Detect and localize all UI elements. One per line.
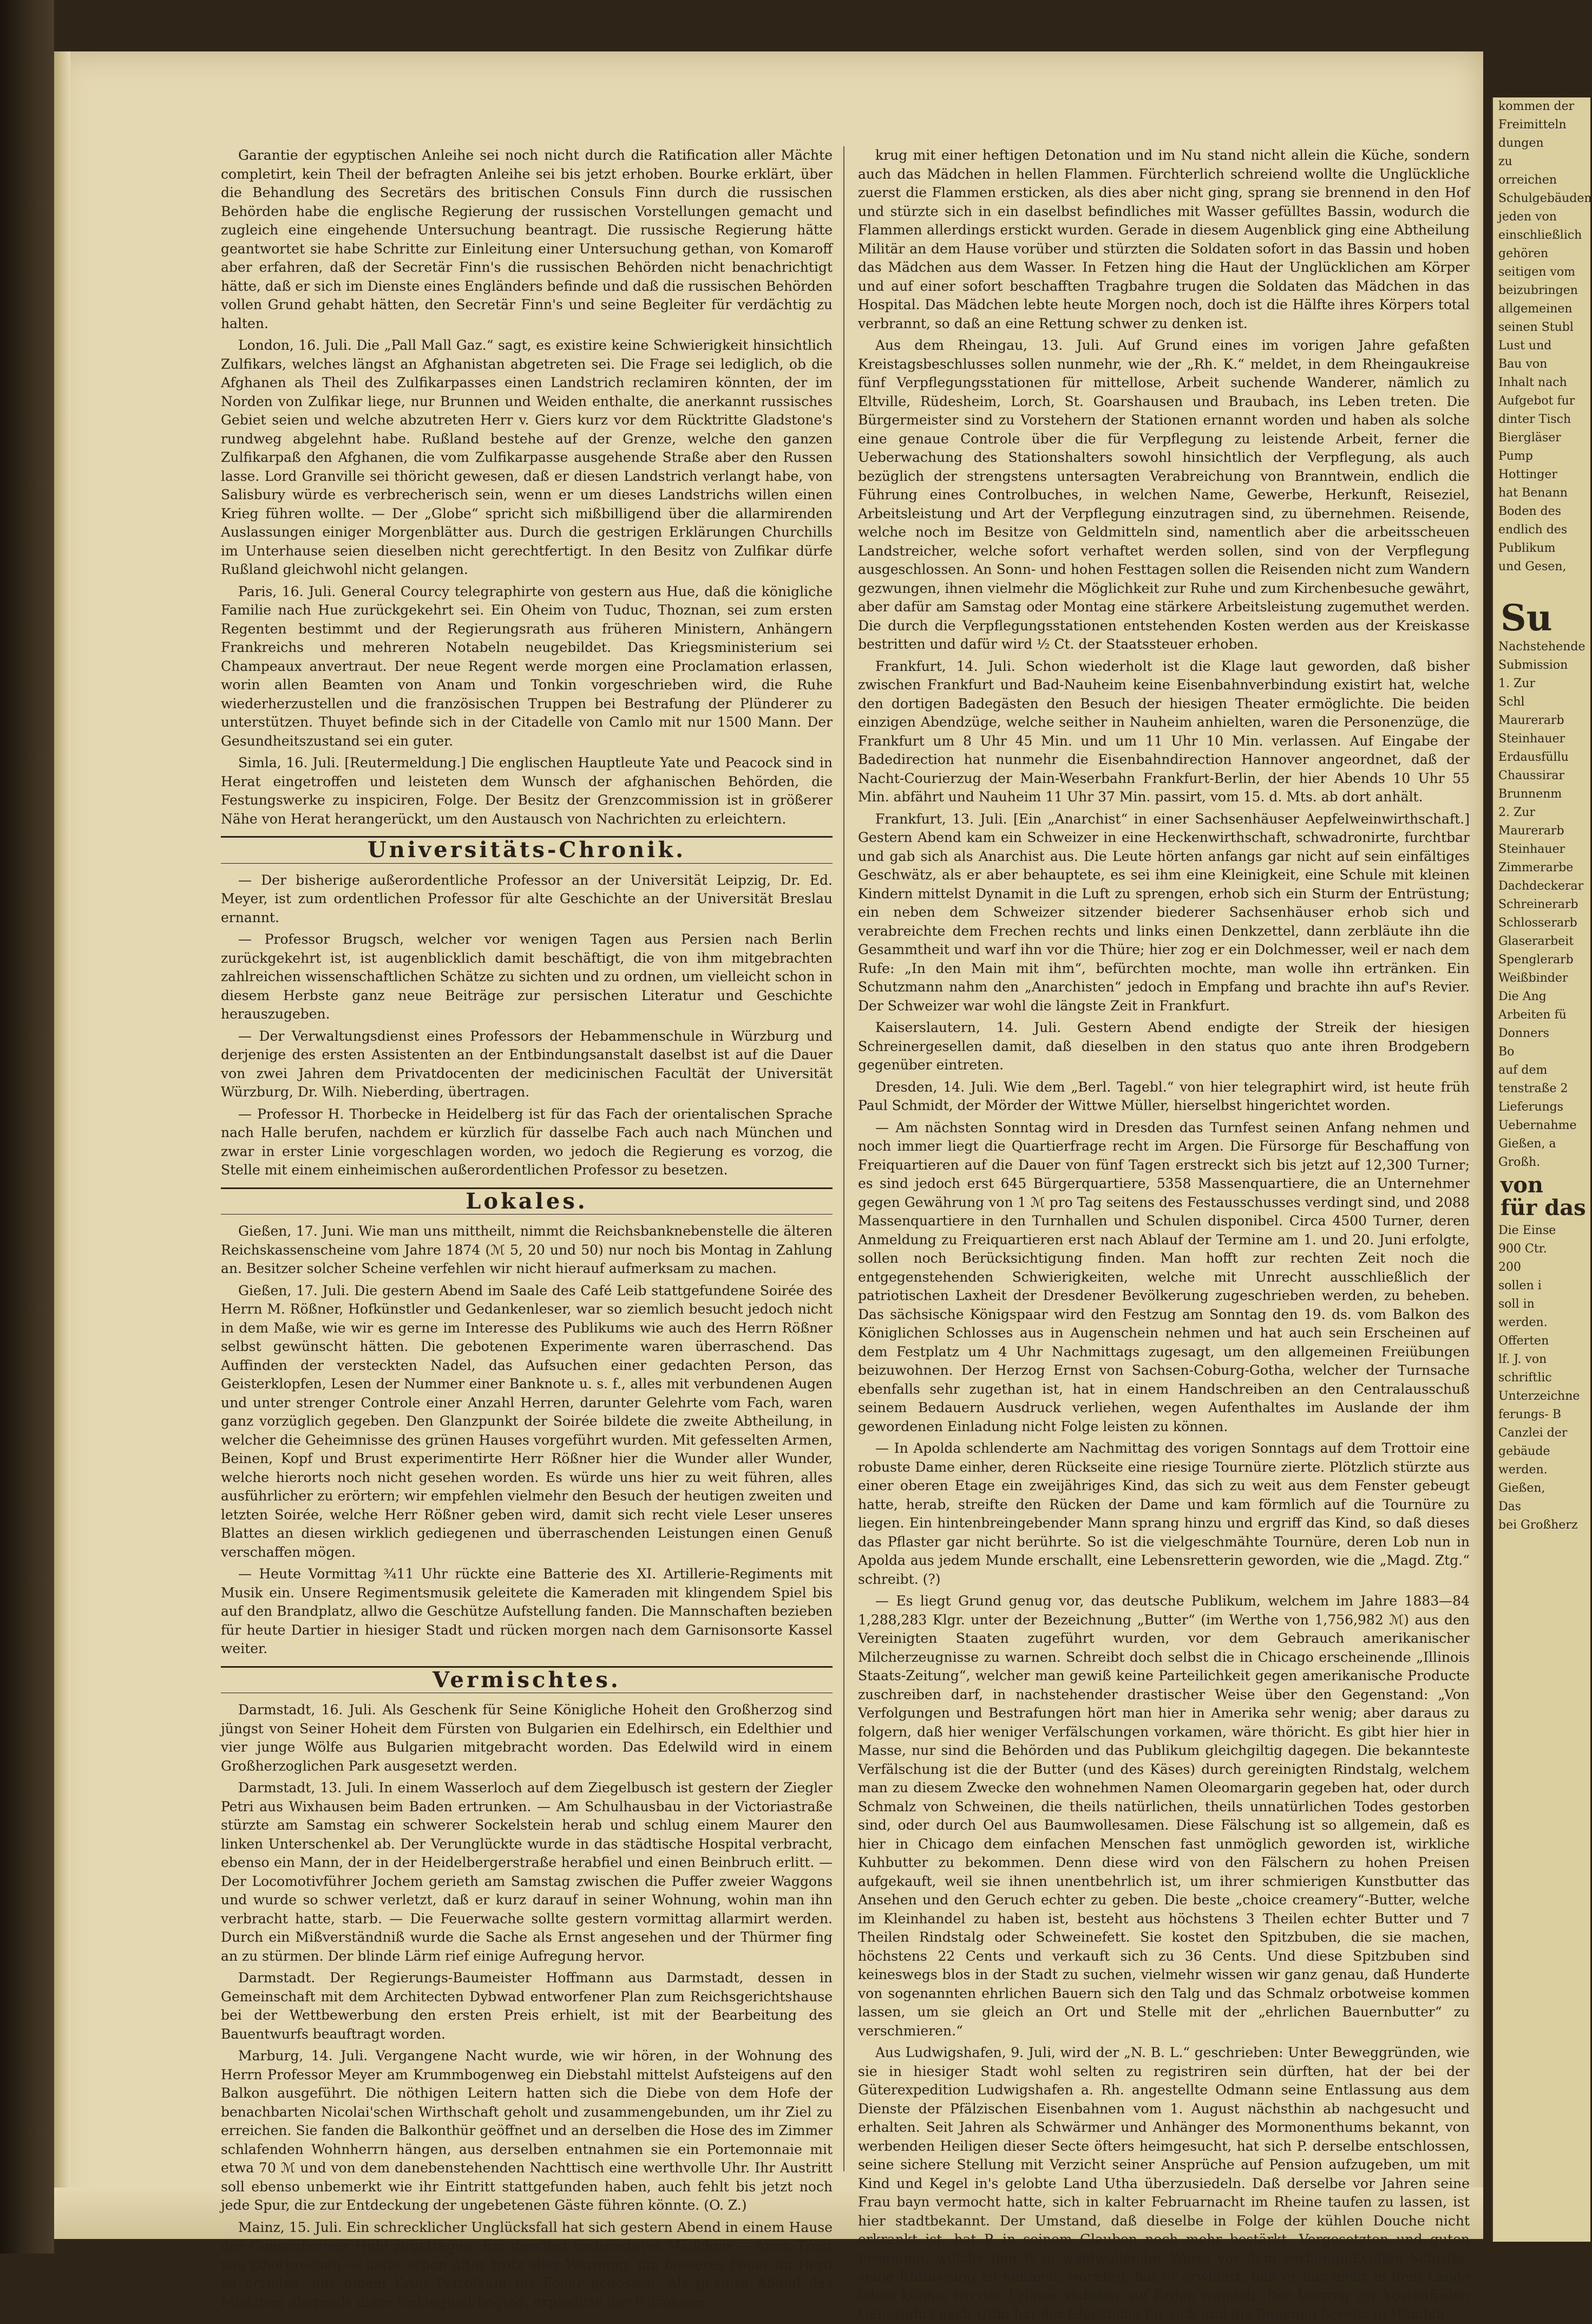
adjacent-line: Chaussirar [1498, 769, 1565, 782]
article-darmstadt-1: Darmstadt, 16. Juli. Als Geschenk für Seine Königliche Hoheit den Großherzog sind jüngst von Seiner Hoheit dem Fürsten von Bulgarien ein Edelhirsch, ein Edelthier und vier junge Wölfe aus Bulgarien mitgebracht worden. Das Edelwild wird in einem Großherzoglichen Park ausgesetzt werden. [221, 1702, 833, 1774]
adjacent-line: seitigen vom [1498, 265, 1576, 279]
column-divider [843, 146, 844, 2171]
adjacent-line: Publikum [1498, 541, 1556, 555]
adjacent-line: Offerten [1498, 1334, 1549, 1348]
article-butter: — Es liegt Grund genug vor, das deutsche Publikum, welchem im Jahre 1883—84 1,288,283 Klgr. unter der Bezeichnung „Butter“ (im Werthe von 1,756,982 ℳ) aus den Vereinigten Staaten zugeführt wurden, vor dem Gebrauch amerikanischer Milcherzeugnisse zu warnen. Schreibt doch selbst die in Chicago erscheinende „Illinois Staats-Zeitung“, welcher man gewiß keine Parteilichkeit gegen amerikanische Producte zuschreiben darf, in nachstehender drastischer Weise über den Gegenstand: „Von Verfolgungen und Bestrafungen hört man hier in Amerika sehr wenig; aber daraus zu folgern, daß hier weniger Verfälschungen vorkamen, wäre thöricht. Es gibt hier hier in Masse, nur sind die Behörden und das Publikum gleichgiltig dagegen. Die bekannteste Verfälschung ist die der Butter (und des Käses) durch gereinigten Rindstalg, welchem man zu diesem Zwecke den wohnehmen Namen Oleomargarin gegeben hat, oder durch Schmalz von Schweinen, die theils natürlichen, theils unnatürlichen Todes gestorben sind, oder durch Oel aus Baumwollesamen. Diese Fälschung ist so allgemein, daß es hier in Chicago dem einfachen Menschen fast unmöglich geworden ist, wirkliche Kuhbutter zu bekommen. Denn diese wird von den Fälschern zu hohen Preisen aufgekauft, weil sie ihnen unentbehrlich ist, um ihrer schmierigen Kunstbutter das Ansehen und den Geruch echter zu geben. Die beste „choice creamery“-Butter, welche im Kleinhandel zu haben ist, besteht aus höchstens 3 Theilen echter Butter und 7 Theilen Rindstalg oder Schweinefett. Sie kostet den Spitzbuben, die sie machen, höchstens 22 Cents und verkauft sich zu 36 Cents. Und diese Spitzbuben sind keineswegs blos in der Stadt zu suchen, vielmehr wissen wir ganz genau, daß Hunderte von sogenannten ehrlichen Bauern sich den Talg und das Schmalz orbotweise kommen lassen, um sie gleich an Ort und Stelle mit der „ehrlichen Bauernbutter“ zu verschmieren.“ [858, 1593, 1470, 2039]
adjacent-line: Die Ang [1498, 990, 1547, 1003]
adjacent-line: Lieferungs [1498, 1100, 1564, 1114]
adjacent-line: endlich des [1498, 523, 1568, 537]
article-thorbecke: — Professor H. Thorbecke in Heidelberg ist für das Fach der orientalischen Sprache nach Halle berufen, nachdem er kürzlich für dasselbe Fach auch nach München und zwar in erster Linie vorgeschlagen worden, wo jedoch die Regierung es vorzog, die Stelle mit einem einheimischen außerordentlichen Professor zu besetzen. [221, 1106, 833, 1178]
adjacent-line: 900 Ctr. [1498, 1242, 1547, 1256]
adjacent-text-middle [1493, 638, 1590, 1172]
article-paris: Paris, 16. Juli. General Courcy telegraphirte von gestern aus Hue, daß die königliche Familie nach Hue zurückgekehrt sei. Ein Oheim von Tuduc, Thoznan, sei zum ersten Regenten bestimmt und der Regierungsrath aus früheren Ministern, Anhängern Frankreichs und mehreren Notabeln neugebildet. Das Kriegsministerium sei Champeaux anvertraut. Der neue Regent werde morgen eine Proclamation erlassen, worin allen Beamten von Anam und Tonkin vorgeschrieben wird, die Ruhe wiederherzustellen und die französischen Truppen bei Bestrafung der Plünderer zu unterstützen. Thuyet befinde sich in der Citadelle von Camlo mit nur 1500 Mann. Der Gesundheitszustand sei ein guter. [221, 583, 833, 749]
adjacent-line: beizubringen [1498, 284, 1578, 297]
adjacent-line: Gießen, [1498, 1481, 1545, 1495]
article-darmstadt-2: Darmstadt, 13. Juli. In einem Wasserloch auf dem Ziegelbusch ist gestern der Ziegler Petri aus Wixhausen beim Baden ertrunken. — Am Schulhausbau in der Victoriastraße stürzte am Samstag ein schwerer Sockelstein herab und schlug einem Maurer den linken Unterschenkel ab. Der Verunglückte wurde in das städtische Hospital verbracht, ebenso ein Mann, der in der Heidelbergerstraße herabfiel und einen Beinbruch erlitt. — Der Locomotivführer Jochem gerieth am Samstag zwischen die Puffer zweier Waggons und wurde so schwer verletzt, daß er kurz darauf in seiner Wohnung, wohin man ihn verbracht hatte, starb. — Die Feuerwache sollte gestern vormittag allarmirt werden. Durch ein Mißverständniß wurde die Sache als Ernst angesehen und der Thürmer fing an zu stürmen. Der blinde Lärm rief einige Aufregung hervor. [221, 1780, 833, 1964]
adjacent-line: auf dem [1498, 1063, 1548, 1077]
adjacent-line: Boden des [1498, 505, 1562, 518]
article-giessen-soiree: Gießen, 17. Juli. Die gestern Abend im Saale des Café Leib stattgefundene Soirée des Herrn M. Rößner, Hofkünstler und Gedankenleser, war so ziemlich besucht jedoch nicht in dem Maße, wie wir es gerne im Interesse des Publikums wie auch des Herrn Rößner selbst gewünscht hätten. Die gebotenen Experimente waren überraschend. Das Auffinden der versteckten Nadel, das Aufsuchen einer gedachten Person, das Geisterklopfen, Lesen der Nummer einer Banknote u. s. f., alles mit verbundenen Augen und unter strenger Controle einer Anzahl Herren, darunter Gelehrte vom Fach, waren ganz vorzüglich gegeben. Den Glanzpunkt der Soirée bildete die zweite Abtheilung, in welcher die Geheimnisse des grünen Hauses vorgeführt wurden. Mit gefesselten Armen, Beinen, Kopf und Brust experimentirte Herr Rößner hier die Wunder aller Wunder, welche hierorts noch nicht gesehen worden. Es würde uns hier zu weit führen, alles ausführlicher zu erörtern; wir empfehlen vielmehr den Besuch der heutigen zweiten und letzten Soirée, welche Herr Rößner geben wird, damit sich recht viele Leser unseres Blattes an diesen wirklich gediegenen und überraschenden Leistungen einen Genuß verschaffen mögen. [221, 1282, 833, 1560]
adjacent-line: Uebernahme [1498, 1119, 1577, 1132]
section-heading-vermischtes: Vermischtes. [221, 1666, 833, 1694]
adjacent-line: Arbeiten fü [1498, 1008, 1567, 1022]
adjacent-line: Inhalt nach [1498, 376, 1567, 389]
adjacent-line: lf. J. von [1498, 1353, 1547, 1366]
adjacent-line: ferungs- B [1498, 1408, 1561, 1421]
adjacent-line: werden. [1498, 1463, 1548, 1477]
adjacent-line: Zimmerarbe [1498, 861, 1574, 874]
adjacent-line: Brunnenm [1498, 787, 1562, 801]
adjacent-line: Schl [1498, 695, 1525, 709]
article-rheingau: Aus dem Rheingau, 13. Juli. Auf Grund eines im vorigen Jahre gefaßten Kreistagsbeschlusses sollen nunmehr, wie der „Rh. K.“ meldet, in dem Rheingaukreise fünf Verpflegungsstationen für mittellose, Arbeit suchende Wanderer, nämlich zu Eltville, Rüdesheim, Lorch, St. Goarshausen und Braubach, ins Leben treten. Die Bürgermeister sind zu Vorstehern der Stationen ernannt worden und haben als solche eine genaue Controle über die für Verpflegung zu leistende Arbeit, ferner die Ueberwachung des Stationshalters sowohl hinsichtlich der Verpflegung, als auch bezüglich der strengstens untersagten Verabreichung von Branntwein, endlich die Führung eines Controlbuches, in welchen Name, Gewerbe, Herkunft, Reiseziel, Arbeitsleistung und Art der Verpflegung einzutragen sind, zu übernehmen. Reisende, welche noch im Besitze von Geldmitteln sind, namentlich aber die arbeitsscheuen Landstreicher, welche sofort verhaftet werden sollen, sind von der Verpflegung ausgeschlossen. An Sonn- und hohen Festtagen sollen die Reisenden nicht zum Wandern gezwungen, ihnen vielmehr die Möglichkeit zur Ruhe und zum Kirchenbesuche gewährt, aber dafür am Samstag oder Montag eine stärkere Arbeitsleistung zugemuthet werden. Die durch die Verpflegungsstationen entstehenden Kosten werden aus der Kreiskasse bestritten und dafür wird ¹⁄₂ Ct. der Staatssteuer erhoben. [858, 337, 1470, 652]
adjacent-line: Bo [1498, 1045, 1515, 1059]
adjacent-line: orreichen [1498, 173, 1557, 187]
adjacent-line: Pump [1498, 449, 1533, 463]
adjacent-line: sollen i [1498, 1279, 1542, 1292]
adjacent-line: Spenglerarb [1498, 953, 1574, 967]
adjacent-text-top [1493, 97, 1590, 576]
adjacent-page-fragment [1491, 97, 1590, 2242]
adjacent-line: Steinhauer [1498, 732, 1565, 746]
adjacent-line: Submission [1498, 658, 1568, 672]
adjacent-line: Unterzeichne [1498, 1389, 1580, 1403]
column-right [858, 146, 1470, 2322]
article-wuerzburg: — Der Verwaltungsdienst eines Professors der Hebammenschule in Würzburg und derjenige des ersten Assistenten an der Entbindungsanstalt daselbst ist auf die Dauer von zwei Jahren dem Privatdocenten der medicinischen Facultät der Universität Würzburg, Dr. Wilh. Nieberding, übertragen. [221, 1028, 833, 1100]
article-london: London, 16. Juli. Die „Pall Mall Gaz.“ sagt, es existire keine Schwierigkeit hinsichtlich Zulfikars, welches längst an Afghanistan abgetreten sei. Die Frage sei lediglich, ob die Afghanen als Theil des Zulfikarpasses einen Landstrich reclamiren könnten, der im Norden von Zulfikar liege, nur Brunnen und Weiden enthalte, die anerkannt russisches Gebiet seien und welche abzutreten Herr v. Giers kurz vor dem Rücktritte Gladstone's rundweg abgelehnt habe. Rußland bestehe auf der Grenze, welche den ganzen Zulfikarpaß den Afghanen, die vom Zulfikarpasse ausgehende Straße aber den Russen lasse. Lord Granville sei thöricht gewesen, daß er diesen Landstrich verlangt habe, von Salisbury würde es verbrecherisch sein, wenn er um dieses Landstrichs willen einen Krieg führen wollte. — Der „Globe“ spricht sich mißbilligend über die allarmirenden Auslassungen einiger Morgenblätter aus. Durch die gestrigen Erklärungen Churchills im Unterhause seien dieselben nicht gerechtfertigt. In den Besitz von Zulfikar dürfe Rußland gleichwohl nicht gelangen. [221, 337, 833, 577]
adjacent-line: gebäude [1498, 1445, 1550, 1458]
article-simla: Simla, 16. Juli. [Reutermeldung.] Die englischen Hauptleute Yate und Peacock sind in Herat eingetroffen und leisteten dem Wunsch der afghanischen Behörden, die Festungswerke zu inspiciren, Folge. Der Besitz der Grenzcommission ist in größerer Nähe von Herat herangerückt, um den Austausch von Nachrichten zu erleichtern. [221, 755, 833, 827]
article-giessen-bank: Gießen, 17. Juni. Wie man uns mittheilt, nimmt die Reichsbanknebenstelle die älteren Reichskassenscheine vom Jahre 1874 (ℳ 5, 20 und 50) nur noch bis Montag in Zahlung an. Besitzer solcher Scheine verfehlen wir nicht hierauf aufmerksam zu machen. [221, 1223, 833, 1276]
article-mainz: Mainz, 15. Juli. Ein schrecklicher Unglücksfall hat sich gestern Abend in einem Hause der Gonsenheimer Hohl zugetragen. Ein daselbst bedienstetes Mädchen — Anna Trost von Oberbrechen — hatte schon öfter trotz aller Warnung, um besseres Feuer im Herd zu erzielen, aus einem Krug Petroleum ins Feuer gegossen. Als gestern Abend das Mädchen abermals diese Unklugheit beging, explodirte der Petroleum- [221, 2219, 833, 2310]
adjacent-line: Großh. [1498, 1156, 1541, 1169]
adjacent-line: Weißbinder [1498, 971, 1568, 985]
adjacent-line: schriftlic [1498, 1371, 1552, 1385]
adjacent-line: Hottinger [1498, 468, 1557, 481]
article-leipzig-meyer: — Der bisherige außerordentliche Professor an der Universität Leipzig, Dr. Ed. Meyer, ist zum ordentlichen Professor für alte Geschichte an der Universität Breslau ernannt. [221, 872, 833, 925]
adjacent-line: Aufgebot fur [1498, 394, 1575, 408]
adjacent-line: 2. Zur [1498, 806, 1535, 819]
adjacent-heading-fragment: Su [1501, 597, 1552, 639]
adjacent-line: und Gesen, [1498, 560, 1567, 573]
adjacent-line: 200 [1498, 1261, 1521, 1274]
adjacent-line: Lust und [1498, 339, 1552, 352]
adjacent-line: einschließlich [1498, 229, 1582, 242]
article-dresden: Dresden, 14. Juli. Wie dem „Berl. Tagebl.“ von hier telegraphirt wird, ist heute früh Paul Schmidt, der Mörder der Wittwe Müller, hierselbst hingerichtet worden. [858, 1079, 1470, 1113]
page-inner-margin [54, 51, 70, 2239]
adjacent-line: Glaserarbeit [1498, 935, 1574, 948]
article-artillerie: — Heute Vormittag ³⁄₄11 Uhr rückte eine Batterie des XI. Artillerie-Regiments mit Musik ein. Unsere Regimentsmusik geleitete die Kameraden mit klingendem Spiel bis auf den Brandplatz, allwo die Geschütze Aufstellung fanden. Die Mannschaften bezieben für heute Dartier in hiesiger Stadt und rücken morgen nach dem Garnisonsorte Kassel weiter. [221, 1566, 833, 1656]
article-kaiserslautern: Kaiserslautern, 14. Juli. Gestern Abend endigte der Streik der hiesigen Schreinergesellen damit, daß dieselben in den status quo ante ihren Brodgebern gegenüber eintreten. [858, 1020, 1470, 1073]
adjacent-line: jeden von [1498, 210, 1557, 224]
article-egypt: Garantie der egyptischen Anleihe sei noch nicht durch die Ratification aller Mächte completirt, kein Theil der befragten Anleihe sei bis jetzt erhoben. Bourke erklärt, über die Behandlung des Secretärs des britischen Consuls Finn durch die russischen Behörden habe die englische Regierung der russischen Vorstellungen gemacht und zugleich eine eingehende Untersuchung beantragt. Die russische Regierung hätte geantwortet sie habe Schritte zur Einleitung einer Untersuchung gethan, von Komaroff aber erfahren, daß der Secretär Finn's die russischen Behörden nicht benachrichtigt hätte, daß er sich im Dienste eines Engländers befinde und daß die russischen Behörden vollen Grund gehabt hätten, den Secretär Finn's und seine Begleiter für verdächtig zu halten. [221, 147, 833, 331]
article-ludwigshafen: Aus Ludwigshafen, 9. Juli, wird der „N. B. L.“ geschrieben: Unter Beweggründen, wie sie in hiesiger Stadt wohl selten zu registriren sein dürften, hat der bei der Güterexpedition Ludwigshafen a. Rh. angestellte Odmann seine Entlassung aus dem Dienste der Pfälzischen Eisenbahnen vom 1. August nächsthin ab nachgesucht und erhalten. Seit Jahren als Schwärmer und Anhänger des Mormonenthums bekannt, von werbenden Heiligen dieser Secte öfters heimgesucht, hat sich P. derselbe entschlossen, seine sichere Stellung mit Verzicht seiner Ansprüche auf Pension aufzugeben, um mit Kind und Kegel in's gelobte Land Utha überzusiedeln. Daß derselbe vor Jahren seine Frau bayn vermocht hatte, sich in kalter Februarnacht im Rheine taufen zu lassen, ist hier stadtbekannt. Der Umstand, daß dieselbe in Folge der kühlen Douche nicht erkrankt ist, hat P. in seinem Glauben noch mehr bestärkt. Vorgesetzten und guten Freunden, welche den P. in wohlwollender Weise vor dem verhängnißvollen Schritte, seine Entlassung zu nehmen, warnten, hat er erwidert, daß er nur mehr in dem Lande leben könne, wo der Erlöser sichtbar auf Erden wandelt. Der Vertrag zur kostenfreien Ueberfahrt nach Utha hat der Glückliche für sich und die Seinigen bereits in Händen. [858, 2045, 1470, 2322]
adjacent-line: Bau von [1498, 357, 1548, 371]
adjacent-line: soll in [1498, 1297, 1535, 1311]
book-binding [0, 0, 54, 2254]
adjacent-line: werden. [1498, 1316, 1548, 1329]
section-heading-universitaets-chronik: Universitäts-Chronik. [221, 836, 833, 864]
article-marburg: Marburg, 14. Juli. Vergangene Nacht wurde, wie wir hören, in der Wohnung des Herrn Professor Meyer am Krummbogenweg ein Diebstahl mittelst Aufsteigens auf den Balkon ausgeführt. Die nöthigen Leitern hatten sich die Diebe von dem Hofe der benachbarten Nicolai'schen Wirthschaft geholt und zusammengebunden, um ihr Ziel zu erreichen. Sie fanden die Balkonthür geöffnet und an derselben die Hose des im Zimmer schlafenden Wohnherrn hängen, aus derselben entnahmen sie ein Portemonnaie mit etwa 70 ℳ und von dem danebenstehenden Nachttisch eine werthvolle Uhr. Ihr Austritt soll ebenso unbemerkt wie ihr Eintritt stattgefunden haben, auch fehlt bis jetzt noch jede Spur, die zur Entdeckung der ungebetenen Gäste führen könnte. (O. Z.) [221, 2048, 833, 2213]
adjacent-line: 1. Zur [1498, 677, 1535, 690]
adjacent-line: Das [1498, 1500, 1522, 1513]
adjacent-line: Gießen, a [1498, 1137, 1556, 1151]
adjacent-line: tenstraße 2 [1498, 1082, 1568, 1095]
adjacent-line: Schreinerarb [1498, 898, 1578, 911]
adjacent-line: allgemeinen [1498, 302, 1573, 316]
adjacent-line: Erdausfüllu [1498, 750, 1569, 764]
adjacent-line: Maurerarb [1498, 714, 1564, 727]
adjacent-line: kommen der [1498, 100, 1575, 113]
adjacent-heading-von: von [1501, 1172, 1544, 1198]
adjacent-line: Maurerarb [1498, 824, 1564, 838]
adjacent-line: dungen [1498, 136, 1544, 150]
adjacent-line: Die Einse [1498, 1224, 1556, 1237]
adjacent-line: Biergläser [1498, 431, 1561, 445]
article-frankfurt-bahn: Frankfurt, 14. Juli. Schon wiederholt ist die Klage laut geworden, daß bisher zwischen Frankfurt und Bad-Nauheim keine Eisenbahnverbindung existirt hat, welche den dortigen Badegästen den Besuch der hiesigen Theater ermöglichte. Die beiden einzigen Abendzüge, welche seither in Nauheim anhielten, waren die Personenzüge, die Frankfurt um 8 Uhr 45 Min. und um 11 Uhr 10 Min. verlassen. Auf Eingabe der Badedirection hat nunmehr die Eisenbahndirection Hannover angeordnet, daß der Nacht-Courierzug der Main-Weserbahn Frankfurt-Berlin, der hier Abends 10 Uhr 55 Min. abfährt und Nauheim 11 Uhr 37 Min. passirt, vom 15. d. Mts. ab dort anhält. [858, 658, 1470, 805]
article-frankfurt-anarchist: Frankfurt, 13. Juli. [Ein „Anarchist“ in einer Sachsenhäuser Aepfelweinwirthschaft.] Gestern Abend kam ein Schweizer in eine Heckenwirthschaft, schwadronirte, furchtbar und gab sich als Anarchist aus. Die Leute hörten anfangs gar nicht auf sein einfältiges Geschwätz, als er aber behauptete, es sei ihm eine Kleinigkeit, eine Schule mit kleinen Kindern mittelst Dynamit in die Luft zu sprengen, erhob sich ein Sturm der Entrüstung; ein neben dem Schweizer sitzender biederer Sachsenhäuser erhob sich und verabreichte dem Frechen rechts und links einen Denkzettel, dann zerbläute ihn die Gesammtheit und warf ihn vor die Thüre; hier zog er ein Dolchmesser, weil er nach dem Rufe: „In den Main mit ihm“, befürchten mochte, man wolle ihn ertränken. Ein Schutzmann nahm den „Anarchisten“ jedoch in Empfang und brachte ihn auf's Revier. Der Schweizer war wohl die längste Zeit in Frankfurt. [858, 811, 1470, 1014]
adjacent-line: seinen Stubl [1498, 321, 1574, 334]
adjacent-line: gehören [1498, 247, 1549, 260]
adjacent-line: Donners [1498, 1027, 1550, 1040]
column-left [221, 146, 833, 2310]
adjacent-text-bottom [1493, 1222, 1590, 1535]
adjacent-line: zu [1498, 155, 1512, 168]
article-brugsch: — Professor Brugsch, welcher vor wenigen Tagen aus Persien nach Berlin zurückgekehrt ist, ist augenblicklich damit beschäftigt, die von ihm mitgebrachten zahlreichen wissenschaftlichen Schätze zu sichten und zu ordnen, um vielleicht schon in diesem Herbste ganz neue Beiträge zur persischen Literatur und Geschichte herauszugeben. [221, 931, 833, 1022]
adjacent-line: hat Benann [1498, 486, 1568, 500]
section-heading-lokales: Lokales. [221, 1187, 833, 1215]
adjacent-line: Schlosserarb [1498, 916, 1577, 930]
adjacent-line: bei Großherz [1498, 1518, 1578, 1532]
adjacent-line: Steinhauer [1498, 843, 1565, 856]
adjacent-line: Canzlei der [1498, 1426, 1568, 1440]
adjacent-line: Schulgebäuden [1498, 192, 1592, 205]
adjacent-line: dinter Tisch [1498, 413, 1571, 426]
article-turnfest: — Am nächsten Sonntag wird in Dresden das Turnfest seinen Anfang nehmen und noch immer liegt die Quartierfrage recht im Argen. Die Fürsorge für Beschaffung von Freiquartieren auf die Dauer von fünf Tagen erstreckt sich bis jetzt auf 12,300 Turner; es sind jedoch erst 645 Bürgerquartiere, 5358 Massenquartiere, die an Unternehmer gegen Gewährung von 1 ℳ pro Tag seitens des Festausschusses verdingt sind, und 2088 Massenquartiere in den Turnhallen und Schulen disponibel. Circa 4500 Turner, deren Anmeldung zu Freiquartieren erst nach Ablauf der Termine am 1. und 20. Juni erfolgte, sollen noch Berücksichtigung finden. Man hofft zur rechten Zeit noch die entgegenstehenden Schwierigkeiten, welche mit Unrecht ausschließlich der patriotischen Laxheit der Dresdener Bevölkerung zugeschrieben werden, zu beheben. Das sächsische Königspaar wird den Festzug am Sonntag den 19. ds. vom Balkon des Königlichen Schlosses aus in Augenschein nehmen und hat auch sein Erscheinen auf dem Festplatz um 4 Uhr Nachmittags zugesagt, um den allgemeinen Freiübungen beizuwohnen. Der Herzog Ernst von Sachsen-Coburg-Gotha, welcher der Turnsache ebenfalls sehr zugethan ist, hat in einem Handschreiben an den Centralausschuß seinem Bedauern Ausdruck verliehen, wegen Aufenthaltes im Auslande der ihm gewordenen Einladung nicht Folge leisten zu können. [858, 1119, 1470, 1434]
adjacent-subheading: für das [1501, 1195, 1586, 1220]
article-mainz-continued: krug mit einer heftigen Detonation und im Nu stand nicht allein die Küche, sondern auch das Mädchen in hellen Flammen. Fürchterlich schreiend wollte die Unglückliche zuerst die Flammen ersticken, als dies aber nicht ging, sprang sie brennend in den Hof und stürzte sich in ein daselbst befindliches mit Wasser gefülltes Bassin, wodurch die Flammen allerdings erstickt wurden. Gerade in diesem Augenblick ging eine Abtheilung Militär an dem Hause vorüber und stürzten die Soldaten sofort in das Bassin und hoben das Mädchen aus dem Wasser. In Fetzen hing die Haut der Unglücklichen am Körper und auf einer sofort beschafften Tragbahre trugen die Soldaten das Mädchen in das Hospital. Das Mädchen lebte heute Morgen noch, doch ist die Hälfte ihres Körpers total verbrannt, so daß an eine Rettung schwer zu denken ist. [858, 147, 1470, 331]
article-apolda: — In Apolda schlenderte am Nachmittag des vorigen Sonntags auf dem Trottoir eine robuste Dame einher, deren Rückseite eine riesige Tournüre zierte. Plötzlich stürzte aus einer oberen Etage ein zweijähriges Kind, das sich zu weit aus dem Fenster gebeugt hatte, herab, streifte den Rücken der Dame und kam förmlich auf die Tournüre zu liegen. Ein hintenbreingebender Mann sprang hinzu und ergriff das Kind, so daß dieses das Pflaster gar nicht berührte. So ist die vielgeschmähte Tournüre, deren Lob nun in Apolda aus jedem Munde erschallt, eine Lebensretterin geworden, wie die „Magd. Ztg.“ schreibt. (?) [858, 1440, 1470, 1587]
article-darmstadt-3: Darmstadt. Der Regierungs-Baumeister Hoffmann aus Darmstadt, dessen in Gemeinschaft mit dem Architecten Dybwad entworfener Plan zum Reichsgerichtshause bei der Wettbewerbung den ersten Preis erhielt, ist mit der Bearbeitung des Bauentwurfs beauftragt worden. [221, 1970, 833, 2042]
adjacent-line: Dachdeckerar [1498, 879, 1584, 893]
adjacent-line: Freimitteln [1498, 118, 1567, 132]
adjacent-line: Nachstehende [1498, 640, 1586, 654]
